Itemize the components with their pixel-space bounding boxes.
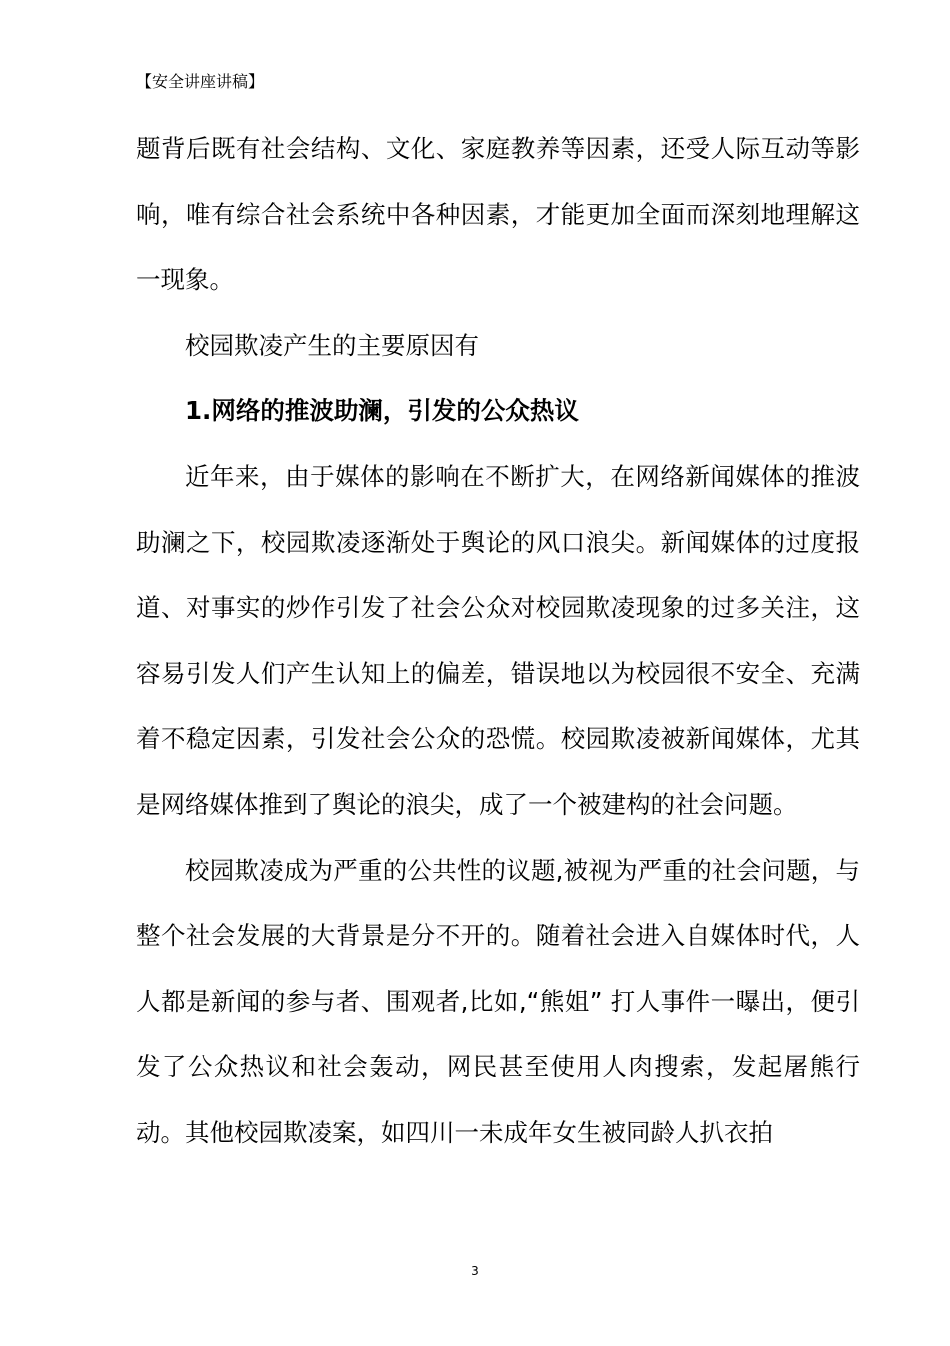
- page-number: 3: [471, 1264, 479, 1278]
- document-body: [136, 116, 860, 1166]
- paragraph-intro: 校园欺凌产生的主要原因有: [185, 330, 479, 360]
- paragraph-media: 近年来，由于媒体的影响在不断扩大，在网络新闻媒体的推波助澜之下，校园欺凌逐渐处于舆论的风口浪尖。新闻媒体的过度报道、对事实的炒作引发了社会公众对校园欺凌现象的过多关注，这容易引发人们产生认知上的偏差，错误地以为校园很不安全、充满着不稳定因素，引发社会公众的恐慌。校园欺凌被新闻媒体，尤其是网络媒体推到了舆论的浪尖，成了一个被建构的社会问题。: [136, 461, 860, 819]
- paragraph-public-issue: 校园欺凌成为严重的公共性的议题,被视为严重的社会问题，与整个社会发展的大背景是分不开的。随着社会进入自媒体时代，人人都是新闻的参与者、围观者,比如,“熊姐” 打人事件一曝出，便引发了公众热议和社会轰动，网民甚至使用人肉搜索，发起屠熊行动。其他校园欺凌案，如四川一未成年女生被同龄人扒衣拍: [136, 855, 860, 1147]
- document-header: 【安全讲座讲稿】: [136, 72, 265, 91]
- section-heading: 1.网络的推波助澜，引发的公众热议: [185, 396, 579, 426]
- paragraph-continuation: 题背后既有社会结构、文化、家庭教养等因素，还受人际互动等影响，唯有综合社会系统中各种因素，才能更加全面而深刻地理解这一现象。: [136, 134, 860, 295]
